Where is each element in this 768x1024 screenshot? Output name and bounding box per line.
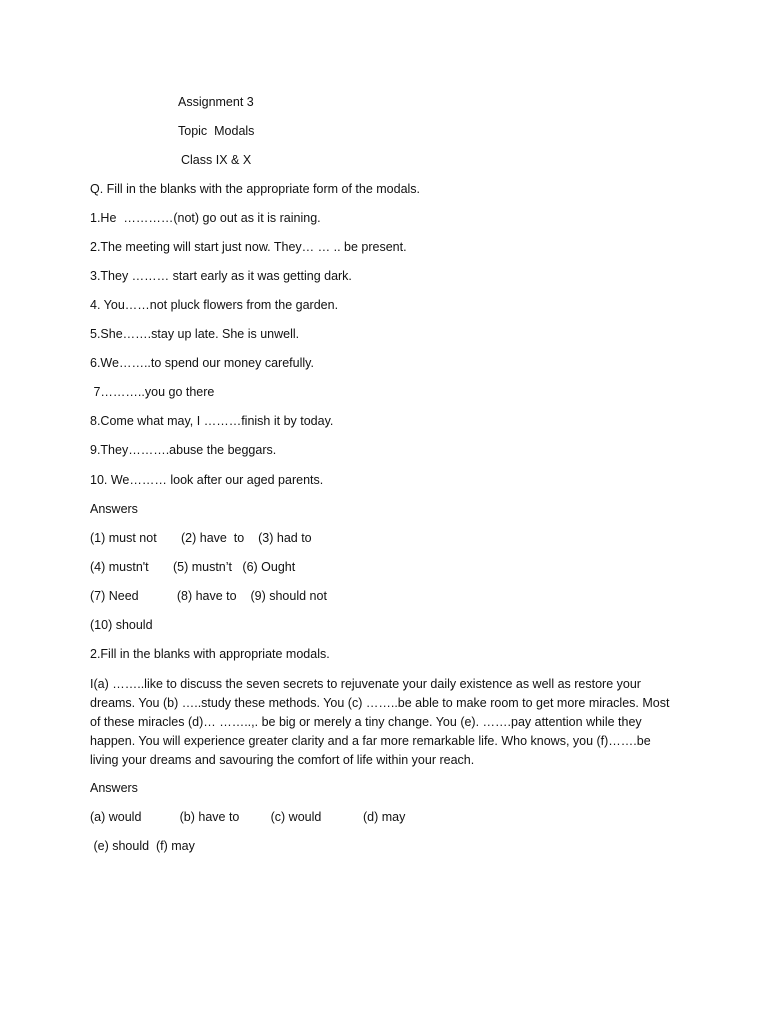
paragraph-line-2: dreams. You (b) …..study these methods. You (c) ……..be able to make room to get more miracles. Most xyxy=(90,696,670,710)
question-9: 9.They……….abuse the beggars. xyxy=(90,443,277,457)
section2-answer-row-1: (a) would (b) have to (c) would (d) may xyxy=(90,810,406,824)
paragraph-line-4: happen. You will experience greater clarity and a far more remarkable life. Who knows, you (f)…….be xyxy=(90,734,651,748)
section2-answer-row-2: (e) should (f) may xyxy=(90,839,195,853)
section2-instruction: 2.Fill in the blanks with appropriate modals. xyxy=(90,647,330,661)
section2-paragraph xyxy=(90,675,680,770)
section1-answers-heading: Answers xyxy=(90,502,138,516)
assignment-title: Assignment 3 xyxy=(178,95,254,109)
answer-row-4: (10) should xyxy=(90,618,153,632)
paragraph-line-5: living your dreams and savouring the comfort of life within your reach. xyxy=(90,753,475,767)
paragraph-line-1: I(a) ……..like to discuss the seven secrets to rejuvenate your daily existence as well as restore your xyxy=(90,677,641,691)
question-3: 3.They ……… start early as it was getting dark. xyxy=(90,269,352,283)
section2-answers-heading: Answers xyxy=(90,781,138,795)
question-6: 6.We……..to spend our money carefully. xyxy=(90,356,314,370)
answer-row-3: (7) Need (8) have to (9) should not xyxy=(90,589,327,603)
section1-instruction: Q. Fill in the blanks with the appropriate form of the modals. xyxy=(90,182,421,196)
paragraph-line-3: of these miracles (d)… ……..,. be big or merely a tiny change. You (e). …….pay attention while they xyxy=(90,715,642,729)
question-1: 1.He …………(not) go out as it is raining. xyxy=(90,211,321,225)
answer-row-2: (4) mustn't (5) mustn’t (6) Ought xyxy=(90,560,296,574)
question-4: 4. You……not pluck flowers from the garden. xyxy=(90,298,339,312)
question-2: 2.The meeting will start just now. They… … .. be present. xyxy=(90,240,407,254)
class-title: Class IX & X xyxy=(181,153,252,167)
topic-title: Topic Modals xyxy=(178,124,255,138)
question-5: 5.She…….stay up late. She is unwell. xyxy=(90,327,300,341)
question-7: 7………..you go there xyxy=(90,385,215,399)
answer-row-1: (1) must not (2) have to (3) had to xyxy=(90,531,312,545)
question-10: 10. We……… look after our aged parents. xyxy=(90,473,324,487)
question-8: 8.Come what may, I ………finish it by today. xyxy=(90,414,334,428)
